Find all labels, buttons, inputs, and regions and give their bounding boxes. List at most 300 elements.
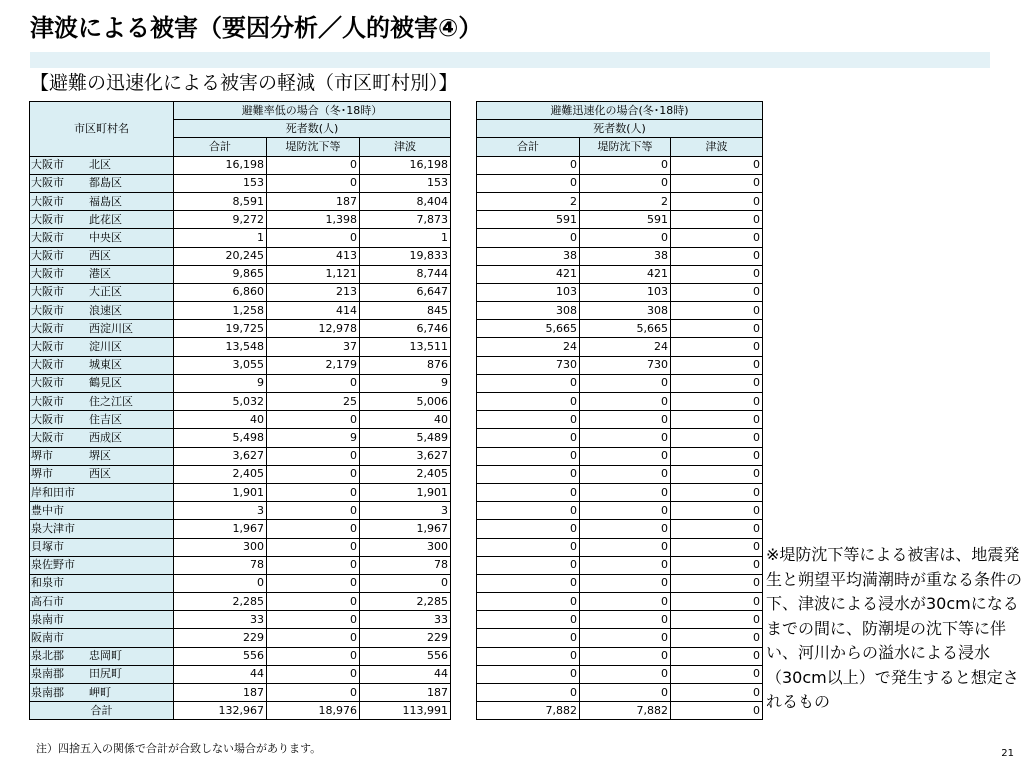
city-name: 大阪市: [31, 358, 64, 372]
fast-tsunami-cell: 0: [671, 265, 763, 283]
table-row: [30, 684, 451, 702]
fast-tsunami-cell: 0: [671, 211, 763, 229]
table-row: [30, 556, 451, 574]
ward-name: 住之江区: [89, 394, 133, 408]
page-subtitle: 【避難の迅速化による被害の軽減（市区町村別）】: [30, 72, 458, 94]
fast-levee-cell: 0: [580, 629, 671, 647]
fast-total-cell: 0: [477, 629, 580, 647]
table-row: [477, 647, 763, 665]
fast-levee-cell: 0: [580, 502, 671, 520]
fast-tsunami-cell: 0: [671, 665, 763, 683]
city-name: 大阪市: [31, 430, 64, 444]
municipality-cell: [30, 665, 174, 683]
table-row: [477, 483, 763, 501]
fast-tsunami-cell: 0: [671, 393, 763, 411]
fast-levee-cell: 0: [580, 647, 671, 665]
city-name: 泉大津市: [31, 521, 75, 535]
low-tsunami-cell: 6,746: [360, 320, 451, 338]
city-name: 大阪市: [31, 212, 64, 226]
table-row: [477, 502, 763, 520]
municipality-cell: [30, 411, 174, 429]
municipality-cell: [30, 629, 174, 647]
ward-name: 浪速区: [89, 303, 122, 317]
total-row: [477, 702, 763, 720]
table-row: [30, 411, 451, 429]
low-levee-cell: 0: [267, 684, 360, 702]
city-name: 大阪市: [31, 394, 64, 408]
low-levee-cell: 187: [267, 192, 360, 210]
municipality-cell: [30, 447, 174, 465]
fast-total-cell: 38: [477, 247, 580, 265]
fast-tsunami-cell: 0: [671, 684, 763, 702]
table-row: [30, 338, 451, 356]
low-tsunami-cell: 5,489: [360, 429, 451, 447]
low-total-cell: 78: [174, 556, 267, 574]
table-row: [477, 174, 763, 192]
fast-total-cell: 24: [477, 338, 580, 356]
table-row: [477, 265, 763, 283]
fast-tsunami-cell: 0: [671, 229, 763, 247]
low-tsunami-cell: 5,006: [360, 393, 451, 411]
city-name: 岸和田市: [31, 485, 75, 499]
ward-name: 西区: [89, 249, 111, 263]
fast-levee-cell: 24: [580, 338, 671, 356]
low-levee-cell: 0: [267, 647, 360, 665]
low-tsunami-cell: 9: [360, 374, 451, 392]
low-total-cell: 300: [174, 538, 267, 556]
fast-tsunami-cell: 0: [671, 556, 763, 574]
table-row: [30, 283, 451, 301]
low-levee-cell: 2,179: [267, 356, 360, 374]
low-tsunami-cell: 2,405: [360, 465, 451, 483]
table-row: [30, 156, 451, 174]
municipality-cell: [30, 338, 174, 356]
low-levee-cell: 0: [267, 483, 360, 501]
fast-total-cell: 0: [477, 556, 580, 574]
city-name: 大阪市: [31, 267, 64, 281]
fast-total-cell: 0: [477, 465, 580, 483]
low-tsunami-cell: 876: [360, 356, 451, 374]
fast-tsunami-cell: 0: [671, 174, 763, 192]
city-name: 貝塚市: [31, 540, 64, 554]
fast-tsunami-cell: 0: [671, 483, 763, 501]
low-tsunami-cell: 1,967: [360, 520, 451, 538]
table-row: [30, 647, 451, 665]
table-row: [30, 356, 451, 374]
low-total-cell: 1,258: [174, 302, 267, 320]
ward-name: 北区: [89, 158, 111, 172]
table-row: [477, 320, 763, 338]
fast-total-cell: 2: [477, 192, 580, 210]
low-tsunami-cell: 6,647: [360, 283, 451, 301]
title-underline-band: [30, 52, 990, 68]
low-levee-cell: 0: [267, 574, 360, 592]
fast-tsunami-cell: 0: [671, 647, 763, 665]
table-row: [30, 265, 451, 283]
low-total-cell: 3,627: [174, 447, 267, 465]
low-tsunami-cell: 44: [360, 665, 451, 683]
low-tsunami-cell: 8,404: [360, 192, 451, 210]
fast-levee-cell: 0: [580, 411, 671, 429]
page-title: 津波による被害（要因分析／人的被害④）: [30, 14, 483, 42]
table-row: [477, 411, 763, 429]
fast-levee-cell: 591: [580, 211, 671, 229]
low-tsunami-cell: 40: [360, 411, 451, 429]
low-levee-cell: 0: [267, 520, 360, 538]
fast-levee-cell: 308: [580, 302, 671, 320]
ward-name: 中央区: [89, 230, 122, 244]
total-label: 合計: [30, 702, 174, 720]
low-total-cell: 1: [174, 229, 267, 247]
city-name: 高石市: [31, 594, 64, 608]
fast-total-cell: 0: [477, 229, 580, 247]
city-name: 大阪市: [31, 376, 64, 390]
fast-total-cell: 0: [477, 593, 580, 611]
fast-levee-cell: 0: [580, 393, 671, 411]
low-tsunami-cell: 300: [360, 538, 451, 556]
fast-tsunami-cell: 0: [671, 465, 763, 483]
municipality-cell: [30, 320, 174, 338]
table-row: [477, 211, 763, 229]
fast-total-cell: 0: [477, 174, 580, 192]
fast-total-cell: 0: [477, 483, 580, 501]
scenario-header-fast: 避難迅速化の場合(冬･18時): [477, 102, 763, 120]
low-levee-sum: 18,976: [267, 702, 360, 720]
low-levee-cell: 9: [267, 429, 360, 447]
low-tsunami-cell: 229: [360, 629, 451, 647]
fast-levee-cell: 0: [580, 538, 671, 556]
table-row: [30, 574, 451, 592]
table-row: [477, 629, 763, 647]
table-row: [477, 429, 763, 447]
city-name: 堺市: [31, 449, 53, 463]
fast-tsunami-cell: 0: [671, 192, 763, 210]
low-total-cell: 1,967: [174, 520, 267, 538]
city-name: 泉佐野市: [31, 558, 75, 572]
city-name: 大阪市: [31, 158, 64, 172]
low-total-cell: 40: [174, 411, 267, 429]
low-levee-cell: 0: [267, 465, 360, 483]
table-row: [477, 338, 763, 356]
fast-total-cell: 421: [477, 265, 580, 283]
table-row: [477, 156, 763, 174]
table-row: [477, 574, 763, 592]
fast-total-cell: 0: [477, 447, 580, 465]
low-total-cell: 13,548: [174, 338, 267, 356]
fast-levee-cell: 0: [580, 520, 671, 538]
table-row: [477, 538, 763, 556]
ward-name: 城東区: [89, 358, 122, 372]
municipality-cell: [30, 247, 174, 265]
ward-name: 岬町: [89, 685, 111, 699]
low-tsunami-cell: 845: [360, 302, 451, 320]
table-row: [477, 283, 763, 301]
fast-tsunami-cell: 0: [671, 320, 763, 338]
low-tsunami-cell: 1: [360, 229, 451, 247]
municipality-cell: [30, 265, 174, 283]
fast-tsunami-cell: 0: [671, 247, 763, 265]
low-total-cell: 2,285: [174, 593, 267, 611]
city-name: 大阪市: [31, 285, 64, 299]
low-tsunami-cell: 78: [360, 556, 451, 574]
low-tsunami-cell: 33: [360, 611, 451, 629]
fast-levee-cell: 0: [580, 374, 671, 392]
low-levee-cell: 37: [267, 338, 360, 356]
fast-levee-cell: 0: [580, 229, 671, 247]
municipality-cell: [30, 556, 174, 574]
table-row: [30, 465, 451, 483]
city-name: 大阪市: [31, 194, 64, 208]
city-name: 大阪市: [31, 249, 64, 263]
fast-tsunami-cell: 0: [671, 338, 763, 356]
fast-levee-cell: 730: [580, 356, 671, 374]
low-tsunami-cell: 0: [360, 574, 451, 592]
fast-levee-cell: 0: [580, 174, 671, 192]
subcol-levee-low: 堤防沈下等: [267, 138, 360, 156]
subcol-total-fast: 合計: [477, 138, 580, 156]
low-levee-cell: 0: [267, 229, 360, 247]
table-row: [30, 320, 451, 338]
low-levee-cell: 0: [267, 665, 360, 683]
table-row: [30, 447, 451, 465]
city-name: 泉南市: [31, 612, 64, 626]
fast-total-cell: 0: [477, 574, 580, 592]
fast-tsunami-cell: 0: [671, 629, 763, 647]
fast-levee-cell: 38: [580, 247, 671, 265]
municipality-cell: [30, 229, 174, 247]
ward-name: 淀川区: [89, 340, 122, 354]
ward-name: 鶴見区: [89, 376, 122, 390]
ward-name: 港区: [89, 267, 111, 281]
ward-name: 忠岡町: [89, 649, 122, 663]
municipality-cell: [30, 538, 174, 556]
low-total-cell: 5,498: [174, 429, 267, 447]
municipality-cell: [30, 356, 174, 374]
fast-tsunami-cell: 0: [671, 593, 763, 611]
table-row: [477, 374, 763, 392]
footnote: 注）四捨五入の関係で合計が合致しない場合があります。: [36, 742, 322, 755]
low-tsunami-cell: 3,627: [360, 447, 451, 465]
fast-tsunami-sum: 0: [671, 702, 763, 720]
municipality-cell: [30, 174, 174, 192]
low-tsunami-cell: 153: [360, 174, 451, 192]
low-total-cell: 6,860: [174, 283, 267, 301]
scenario-header-low: 避難率低の場合（冬･18時）: [174, 102, 451, 120]
low-total-cell: 16,198: [174, 156, 267, 174]
fast-total-cell: 308: [477, 302, 580, 320]
table-row: [477, 302, 763, 320]
low-tsunami-cell: 13,511: [360, 338, 451, 356]
table-row: [477, 192, 763, 210]
table-row: [30, 192, 451, 210]
municipality-cell: [30, 192, 174, 210]
low-levee-cell: 413: [267, 247, 360, 265]
city-name: 大阪市: [31, 412, 64, 426]
fast-levee-cell: 0: [580, 684, 671, 702]
fast-total-cell: 0: [477, 538, 580, 556]
measure-header-low: 死者数(人): [174, 120, 451, 138]
city-name: 阪南市: [31, 631, 64, 645]
municipality-cell: [30, 574, 174, 592]
column-header-municipality: 市区町村名: [30, 102, 174, 157]
low-total-cell: 19,725: [174, 320, 267, 338]
fast-tsunami-cell: 0: [671, 411, 763, 429]
city-name: 大阪市: [31, 176, 64, 190]
low-levee-cell: 0: [267, 374, 360, 392]
municipality-cell: [30, 593, 174, 611]
low-total-cell: 20,245: [174, 247, 267, 265]
city-name: 大阪市: [31, 321, 64, 335]
low-tsunami-cell: 2,285: [360, 593, 451, 611]
low-total-cell: 2,405: [174, 465, 267, 483]
fast-total-cell: 0: [477, 502, 580, 520]
city-name: 堺市: [31, 467, 53, 481]
table-row: [477, 556, 763, 574]
municipality-cell: [30, 156, 174, 174]
low-tsunami-cell: 19,833: [360, 247, 451, 265]
municipality-cell: [30, 465, 174, 483]
low-levee-cell: 0: [267, 174, 360, 192]
low-levee-cell: 0: [267, 502, 360, 520]
low-levee-cell: 213: [267, 283, 360, 301]
table-row: [477, 665, 763, 683]
table-row: [30, 247, 451, 265]
ward-name: 福島区: [89, 194, 122, 208]
ward-name: 都島区: [89, 176, 122, 190]
low-total-cell: 9,865: [174, 265, 267, 283]
table-row: [477, 520, 763, 538]
municipality-cell: [30, 429, 174, 447]
table-row: [30, 502, 451, 520]
low-total-cell: 3,055: [174, 356, 267, 374]
table-row: [477, 593, 763, 611]
fast-total-cell: 0: [477, 156, 580, 174]
measure-header-fast: 死者数(人): [477, 120, 763, 138]
city-name: 泉北郡: [31, 649, 64, 663]
fast-total-cell: 0: [477, 393, 580, 411]
fast-levee-cell: 0: [580, 465, 671, 483]
ward-name: 西成区: [89, 430, 122, 444]
low-total-sum: 132,967: [174, 702, 267, 720]
fast-levee-cell: 2: [580, 192, 671, 210]
table-row: [30, 211, 451, 229]
table-row: [477, 247, 763, 265]
municipality-cell: [30, 483, 174, 501]
low-total-cell: 9: [174, 374, 267, 392]
low-levee-cell: 0: [267, 538, 360, 556]
low-total-cell: 0: [174, 574, 267, 592]
fast-tsunami-cell: 0: [671, 611, 763, 629]
fast-tsunami-cell: 0: [671, 374, 763, 392]
city-name: 大阪市: [31, 303, 64, 317]
subcol-tsunami-low: 津波: [360, 138, 451, 156]
table-row: [30, 520, 451, 538]
ward-name: 堺区: [89, 449, 111, 463]
side-note: ※堤防沈下等による被害は、地震発生と朔望平均満潮時が重なる条件の下、津波による浸水が30cmになるまでの間に、防潮堤の沈下等に伴い、河川からの溢水による浸水（30cm以上）で発生すると想定されるもの: [766, 545, 1023, 711]
fast-levee-cell: 0: [580, 556, 671, 574]
subcol-tsunami-fast: 津波: [671, 138, 763, 156]
low-levee-cell: 0: [267, 629, 360, 647]
fast-levee-sum: 7,882: [580, 702, 671, 720]
city-name: 豊中市: [31, 503, 64, 517]
fast-levee-cell: 0: [580, 593, 671, 611]
low-levee-cell: 0: [267, 556, 360, 574]
fast-tsunami-cell: 0: [671, 538, 763, 556]
table-row: [30, 302, 451, 320]
ward-name: 西区: [89, 467, 111, 481]
low-levee-cell: 0: [267, 593, 360, 611]
city-name: 大阪市: [31, 340, 64, 354]
municipality-cell: [30, 647, 174, 665]
fast-total-cell: 0: [477, 647, 580, 665]
fast-tsunami-cell: 0: [671, 283, 763, 301]
fast-tsunami-cell: 0: [671, 574, 763, 592]
table-row: [477, 611, 763, 629]
fast-levee-cell: 0: [580, 574, 671, 592]
fast-levee-cell: 421: [580, 265, 671, 283]
subcol-total-low: 合計: [174, 138, 267, 156]
fast-tsunami-cell: 0: [671, 520, 763, 538]
city-name: 泉南郡: [31, 667, 64, 681]
total-row: [30, 702, 451, 720]
table-row: [477, 465, 763, 483]
table-row: [30, 629, 451, 647]
low-total-cell: 5,032: [174, 393, 267, 411]
low-total-cell: 8,591: [174, 192, 267, 210]
low-tsunami-cell: 187: [360, 684, 451, 702]
fast-total-cell: 591: [477, 211, 580, 229]
low-total-cell: 33: [174, 611, 267, 629]
low-tsunami-cell: 1,901: [360, 483, 451, 501]
low-levee-cell: 12,978: [267, 320, 360, 338]
fast-total-cell: 0: [477, 611, 580, 629]
table-row: [477, 393, 763, 411]
city-name: 和泉市: [31, 576, 64, 590]
municipality-cell: [30, 374, 174, 392]
table-row: [477, 229, 763, 247]
low-levee-cell: 0: [267, 156, 360, 174]
low-total-cell: 1,901: [174, 483, 267, 501]
low-total-cell: 229: [174, 629, 267, 647]
table-row: [30, 174, 451, 192]
ward-name: 西淀川区: [89, 321, 133, 335]
table-row: [30, 229, 451, 247]
fast-levee-cell: 0: [580, 483, 671, 501]
ward-name: 田尻町: [89, 667, 122, 681]
subcol-levee-fast: 堤防沈下等: [580, 138, 671, 156]
low-levee-cell: 0: [267, 447, 360, 465]
city-name: 大阪市: [31, 230, 64, 244]
fast-levee-cell: 0: [580, 156, 671, 174]
table-row: [30, 593, 451, 611]
page-number: 21: [1001, 748, 1014, 759]
low-total-cell: 3: [174, 502, 267, 520]
fast-evacuation-table: [476, 101, 763, 720]
municipality-cell: [30, 211, 174, 229]
table-row: [477, 447, 763, 465]
municipality-cell: [30, 283, 174, 301]
table-row: [30, 538, 451, 556]
table-row: [30, 374, 451, 392]
fast-tsunami-cell: 0: [671, 302, 763, 320]
low-evacuation-table: [29, 101, 451, 720]
low-levee-cell: 1,398: [267, 211, 360, 229]
low-total-cell: 556: [174, 647, 267, 665]
ward-name: 住吉区: [89, 412, 122, 426]
fast-tsunami-cell: 0: [671, 156, 763, 174]
low-tsunami-sum: 113,991: [360, 702, 451, 720]
fast-total-sum: 7,882: [477, 702, 580, 720]
